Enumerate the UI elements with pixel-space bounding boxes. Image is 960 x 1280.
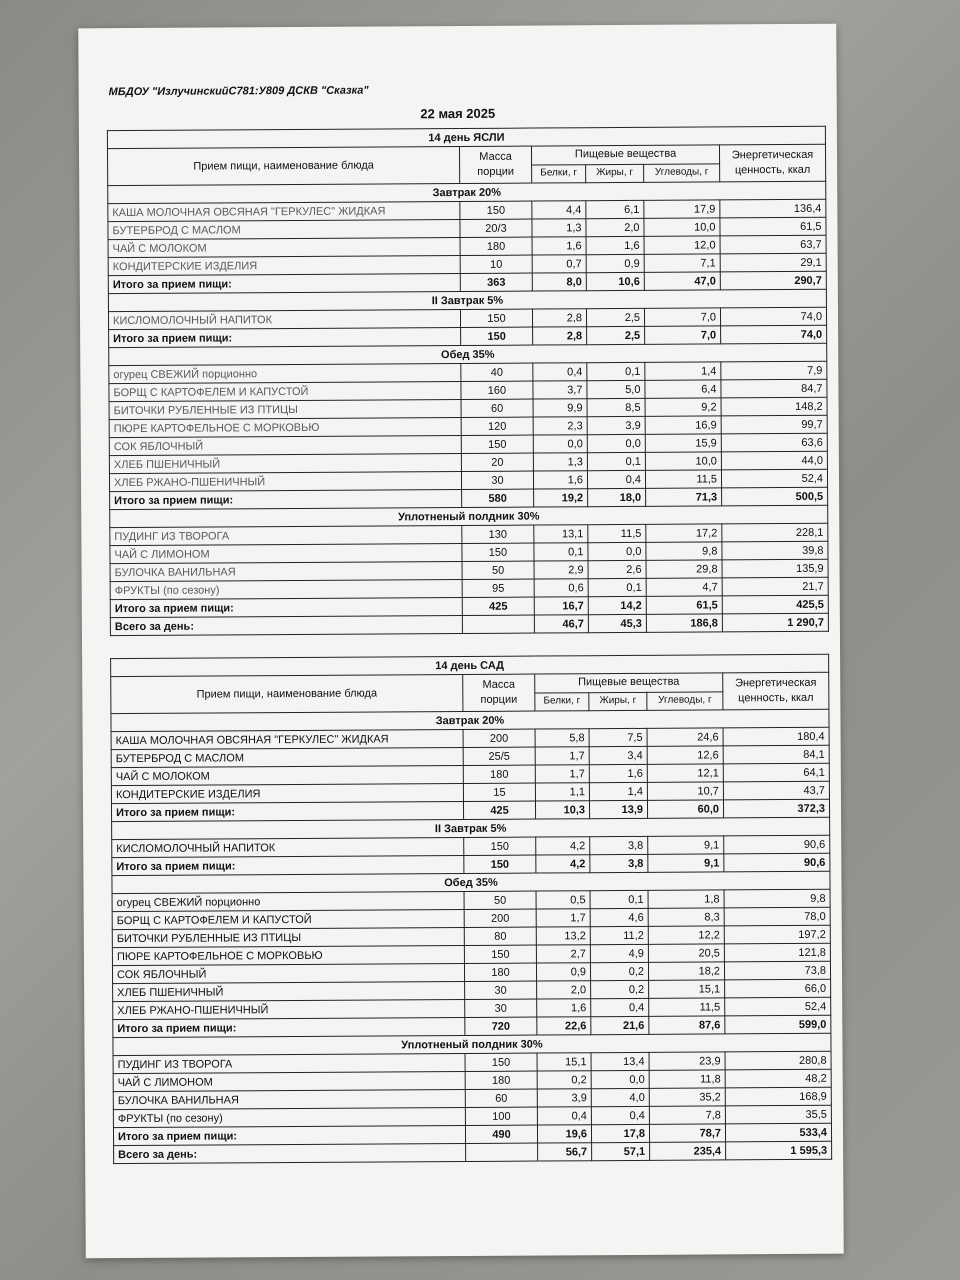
dish-name: СОК ЯБЛОЧНЫЙ (112, 963, 464, 983)
day-total-mass (462, 615, 534, 633)
dish-kcal: 44,0 (721, 451, 827, 470)
dish-carbs: 1,4 (645, 362, 721, 380)
dish-kcal: 135,9 (722, 559, 828, 578)
dish-kcal: 90,6 (724, 835, 830, 854)
dish-mass: 95 (462, 579, 534, 597)
dish-kcal: 66,0 (725, 979, 831, 998)
dish-fat: 6,1 (586, 200, 644, 218)
dish-mass: 150 (461, 435, 533, 453)
dish-fat: 0,4 (587, 470, 645, 488)
dish-mass: 150 (460, 201, 532, 219)
dish-protein: 0,4 (537, 1107, 591, 1125)
dish-mass: 100 (465, 1107, 537, 1125)
meal-total-kcal: 500,5 (722, 487, 828, 506)
dish-name: ПЮРЕ КАРТОФЕЛЬНОЕ С МОРКОВЬЮ (112, 945, 464, 965)
meal-total-carbs: 71,3 (646, 488, 722, 506)
dish-kcal: 35,5 (725, 1105, 831, 1124)
day-total-row (114, 1141, 832, 1163)
day-total-row (110, 613, 828, 635)
dish-mass: 180 (463, 765, 535, 783)
dish-kcal: 63,7 (720, 235, 826, 254)
dish-protein: 3,9 (537, 1089, 591, 1107)
dish-carbs: 11,8 (649, 1070, 725, 1088)
dish-kcal: 136,4 (720, 199, 826, 218)
header-mass: Масса порции (459, 146, 531, 183)
dish-fat: 11,5 (588, 524, 646, 542)
dish-protein: 9,9 (533, 399, 587, 417)
dish-carbs: 24,6 (647, 728, 723, 746)
dish-protein: 1,6 (533, 471, 587, 489)
meal-total-protein: 22,6 (537, 1017, 591, 1035)
dish-fat: 4,0 (591, 1088, 649, 1106)
dish-kcal: 121,8 (724, 943, 830, 962)
dish-kcal: 21,7 (722, 577, 828, 596)
header-energy: Энергетическая ценность, ккал (719, 144, 825, 182)
table-title: 14 день ЯСЛИ (107, 126, 825, 148)
dish-fat: 0,4 (591, 1106, 649, 1124)
dish-mass: 150 (460, 309, 532, 327)
dish-fat: 0,2 (591, 980, 649, 998)
dish-carbs: 11,5 (645, 470, 721, 488)
header-carbs: Углеводы, г (644, 163, 720, 182)
meal-total-carbs: 60,0 (647, 800, 723, 818)
day-total-carbs: 235,4 (650, 1142, 726, 1160)
meal-total-protein: 4,2 (536, 855, 590, 873)
day-total-kcal: 1 595,3 (726, 1141, 832, 1160)
meal-total-carbs: 7,0 (645, 326, 721, 344)
dish-carbs: 7,0 (644, 308, 720, 326)
dish-name: КАША МОЛОЧНАЯ ОВСЯНАЯ "ГЕРКУЛЕС" ЖИДКАЯ (108, 201, 460, 221)
dish-protein: 2,8 (532, 309, 586, 327)
dish-protein: 1,7 (535, 747, 589, 765)
header-energy: Энергетическая ценность, ккал (723, 672, 829, 710)
dish-mass: 150 (462, 543, 534, 561)
meal-total-label: Итого за прием пищи: (112, 855, 464, 875)
institution-name: МБДОУ "ИзлучинскийС781:У809 ДСКВ "Сказка" (108, 84, 369, 99)
meal-total-label: Итого за прием пищи: (108, 273, 460, 293)
menu-date: 22 мая 2025 (420, 105, 496, 122)
dish-name: БИТОЧКИ РУБЛЕННЫЕ ИЗ ПТИЦЫ (112, 927, 464, 947)
dish-fat: 2,5 (586, 308, 644, 326)
meal-total-mass: 363 (460, 273, 532, 291)
day-total-label: Всего за день: (114, 1143, 466, 1163)
dish-protein: 2,0 (537, 981, 591, 999)
day-total-protein: 56,7 (538, 1143, 592, 1161)
dish-mass: 20/3 (460, 219, 532, 237)
dish-name: СОК ЯБЛОЧНЫЙ (109, 435, 461, 455)
dish-carbs: 9,1 (648, 836, 724, 854)
dish-fat: 1,6 (586, 236, 644, 254)
meal-total-mass: 425 (463, 801, 535, 819)
dish-kcal: 180,4 (723, 727, 829, 746)
meal-total-label: Итого за прием пищи: (109, 327, 461, 347)
dish-protein: 2,7 (536, 945, 590, 963)
meal-total-protein: 10,3 (535, 801, 589, 819)
day-total-protein: 46,7 (534, 615, 588, 633)
header-nutrients: Пищевые вещества (535, 673, 723, 693)
meal-total-carbs: 47,0 (644, 272, 720, 290)
dish-name: ФРУКТЫ (по сезону) (113, 1107, 465, 1127)
dish-fat: 3,8 (590, 836, 648, 854)
dish-protein: 5,8 (535, 729, 589, 747)
dish-fat: 4,9 (590, 944, 648, 962)
dish-protein: 0,2 (537, 1071, 591, 1089)
dish-fat: 0,0 (591, 1070, 649, 1088)
dish-name: ЧАЙ С ЛИМОНОМ (110, 543, 462, 563)
header-nutrients: Пищевые вещества (531, 145, 719, 165)
dish-mass: 80 (464, 927, 536, 945)
dish-kcal: 52,4 (725, 997, 831, 1016)
dish-fat: 8,5 (587, 398, 645, 416)
dish-name: ЧАЙ С ЛИМОНОМ (113, 1071, 465, 1091)
dish-fat: 13,4 (591, 1052, 649, 1070)
dish-name: БУЛОЧКА ВАНИЛЬНАЯ (110, 561, 462, 581)
menu-sheet (78, 24, 843, 1259)
dish-name: КАША МОЛОЧНАЯ ОВСЯНАЯ "ГЕРКУЛЕС" ЖИДКАЯ (111, 729, 463, 749)
meal-section-name: Обед 35% (112, 871, 830, 893)
dish-mass: 60 (465, 1089, 537, 1107)
dish-protein: 0,5 (536, 891, 590, 909)
meal-total-kcal: 599,0 (725, 1015, 831, 1034)
dish-mass: 180 (465, 1071, 537, 1089)
dish-fat: 3,4 (589, 746, 647, 764)
dish-name: БОРЩ С КАРТОФЕЛЕМ И КАПУСТОЙ (112, 909, 464, 929)
dish-name: ХЛЕБ ПШЕНИЧНЫЙ (113, 981, 465, 1001)
dish-fat: 1,4 (589, 782, 647, 800)
dish-mass: 130 (462, 525, 534, 543)
dish-protein: 1,3 (533, 453, 587, 471)
meal-total-fat: 21,6 (591, 1016, 649, 1034)
dish-fat: 0,0 (588, 542, 646, 560)
meal-total-mass: 580 (462, 489, 534, 507)
dish-name: ХЛЕБ РЖАНО-ПШЕНИЧНЫЙ (113, 999, 465, 1019)
dish-kcal: 61,5 (720, 217, 826, 236)
meal-section-name: Завтрак 20% (108, 181, 826, 203)
dish-fat: 1,6 (589, 764, 647, 782)
dish-fat: 2,6 (588, 560, 646, 578)
dish-name: ПУДИНГ ИЗ ТВОРОГА (113, 1053, 465, 1073)
dish-fat: 3,9 (587, 416, 645, 434)
meal-total-carbs: 87,6 (649, 1016, 725, 1034)
dish-protein: 0,7 (532, 255, 586, 273)
dish-carbs: 10,7 (647, 782, 723, 800)
meal-total-carbs: 9,1 (648, 854, 724, 872)
dish-fat: 4,6 (590, 908, 648, 926)
meal-section-name: Уплотненый полдник 30% (110, 505, 828, 527)
dish-carbs: 16,9 (645, 416, 721, 434)
dish-mass: 30 (461, 471, 533, 489)
dish-carbs: 12,6 (647, 746, 723, 764)
meal-section-name: Уплотненый полдник 30% (113, 1033, 831, 1055)
dish-name: КОНДИТЕРСКИЕ ИЗДЕЛИЯ (108, 255, 460, 275)
dish-carbs: 12,2 (648, 926, 724, 944)
meal-section-name: II Завтрак 5% (112, 817, 830, 839)
meal-total-mass: 425 (462, 597, 534, 615)
dish-carbs: 18,2 (648, 962, 724, 980)
meal-total-kcal: 90,6 (724, 853, 830, 872)
dish-name: КИСЛОМОЛОЧНЫЙ НАПИТОК (108, 309, 460, 329)
meal-total-label: Итого за прием пищи: (110, 489, 462, 509)
header-fat: Жиры, г (586, 164, 644, 183)
dish-carbs: 7,1 (644, 254, 720, 272)
dish-kcal: 84,7 (721, 379, 827, 398)
dish-mass: 120 (461, 417, 533, 435)
meal-total-fat: 17,8 (591, 1124, 649, 1142)
dish-kcal: 280,8 (725, 1051, 831, 1070)
meal-total-carbs: 61,5 (646, 596, 722, 614)
dish-name: ХЛЕБ РЖАНО-ПШЕНИЧНЫЙ (109, 471, 461, 491)
dish-name: ЧАЙ С МОЛОКОМ (108, 237, 460, 257)
day-total-kcal: 1 290,7 (722, 613, 828, 632)
dish-name: БУТЕРБРОД С МАСЛОМ (108, 219, 460, 239)
dish-mass: 30 (465, 981, 537, 999)
meal-total-fat: 13,9 (589, 800, 647, 818)
dish-protein: 0,6 (534, 579, 588, 597)
dish-mass: 15 (463, 783, 535, 801)
meal-total-fat: 3,8 (590, 854, 648, 872)
dish-carbs: 8,3 (648, 908, 724, 926)
dish-mass: 150 (464, 945, 536, 963)
dish-kcal: 148,2 (721, 397, 827, 416)
dish-protein: 1,3 (532, 219, 586, 237)
meal-total-mass: 720 (465, 1017, 537, 1035)
dish-fat: 0,1 (587, 362, 645, 380)
dish-carbs: 4,7 (646, 578, 722, 596)
meal-total-fat: 14,2 (588, 596, 646, 614)
meal-total-label: Итого за прием пищи: (111, 801, 463, 821)
dish-name: КОНДИТЕРСКИЕ ИЗДЕЛИЯ (111, 783, 463, 803)
dish-kcal: 39,8 (722, 541, 828, 560)
dish-name: ПУДИНГ ИЗ ТВОРОГА (110, 525, 462, 545)
dish-mass: 20 (461, 453, 533, 471)
meal-section-name: Завтрак 20% (111, 709, 829, 731)
header-protein: Белки, г (535, 692, 589, 711)
meal-total-label: Итого за прием пищи: (110, 597, 462, 617)
dish-carbs: 20,5 (648, 944, 724, 962)
dish-fat: 5,0 (587, 380, 645, 398)
dish-name: ЧАЙ С МОЛОКОМ (111, 765, 463, 785)
meal-total-fat: 18,0 (588, 488, 646, 506)
meal-total-protein: 16,7 (534, 597, 588, 615)
dish-kcal: 78,0 (724, 907, 830, 926)
meal-total-protein: 8,0 (532, 273, 586, 291)
meal-total-protein: 2,8 (533, 327, 587, 345)
dish-mass: 30 (465, 999, 537, 1017)
day-total-mass (466, 1143, 538, 1161)
dish-fat: 0,0 (587, 434, 645, 452)
dish-protein: 0,1 (534, 543, 588, 561)
dish-protein: 2,3 (533, 417, 587, 435)
dish-name: ПЮРЕ КАРТОФЕЛЬНОЕ С МОРКОВЬЮ (109, 417, 461, 437)
dish-kcal: 168,9 (725, 1087, 831, 1106)
meal-total-protein: 19,2 (534, 489, 588, 507)
header-mass: Масса порции (463, 674, 535, 711)
dish-mass: 25/5 (463, 747, 535, 765)
dish-fat: 0,2 (590, 962, 648, 980)
meal-total-protein: 19,6 (537, 1125, 591, 1143)
dish-mass: 160 (461, 381, 533, 399)
dish-carbs: 10,0 (644, 218, 720, 236)
dish-mass: 200 (464, 909, 536, 927)
dish-carbs: 1,8 (648, 890, 724, 908)
dish-mass: 40 (461, 363, 533, 381)
dish-kcal: 64,1 (723, 763, 829, 782)
dish-protein: 4,2 (536, 837, 590, 855)
dish-mass: 180 (460, 237, 532, 255)
meal-total-kcal: 372,3 (723, 799, 829, 818)
meal-total-carbs: 78,7 (649, 1124, 725, 1142)
day-total-fat: 57,1 (592, 1142, 650, 1160)
meal-section-name: Обед 35% (109, 343, 827, 365)
dish-mass: 50 (462, 561, 534, 579)
dish-carbs: 9,2 (645, 398, 721, 416)
dish-name: КИСЛОМОЛОЧНЫЙ НАПИТОК (112, 837, 464, 857)
meal-total-label: Итого за прием пищи: (113, 1017, 465, 1037)
dish-kcal: 29,1 (720, 253, 826, 272)
dish-fat: 7,5 (589, 728, 647, 746)
dish-protein: 1,7 (536, 909, 590, 927)
dish-name: БИТОЧКИ РУБЛЕННЫЕ ИЗ ПТИЦЫ (109, 399, 461, 419)
dish-protein: 1,1 (535, 783, 589, 801)
dish-carbs: 17,9 (644, 200, 720, 218)
dish-carbs: 17,2 (646, 524, 722, 542)
dish-carbs: 7,8 (649, 1106, 725, 1124)
meal-section-name: II Завтрак 5% (108, 289, 826, 311)
dish-protein: 13,1 (534, 525, 588, 543)
meal-total-mass: 490 (465, 1125, 537, 1143)
dish-name: ХЛЕБ ПШЕНИЧНЫЙ (109, 453, 461, 473)
dish-fat: 0,1 (587, 452, 645, 470)
meal-total-fat: 10,6 (586, 272, 644, 290)
header-carbs: Углеводы, г (647, 691, 723, 710)
dish-kcal: 99,7 (721, 415, 827, 434)
meal-total-label: Итого за прием пищи: (113, 1125, 465, 1145)
menu-table-kindergarten (110, 654, 832, 1164)
dish-protein: 2,9 (534, 561, 588, 579)
dish-carbs: 6,4 (645, 380, 721, 398)
dish-protein: 1,6 (537, 999, 591, 1017)
dish-carbs: 11,5 (649, 998, 725, 1016)
dish-protein: 0,0 (533, 435, 587, 453)
dish-protein: 13,2 (536, 927, 590, 945)
dish-kcal: 9,8 (724, 889, 830, 908)
dish-carbs: 15,1 (649, 980, 725, 998)
dish-carbs: 10,0 (645, 452, 721, 470)
dish-carbs: 12,1 (647, 764, 723, 782)
dish-name: ФРУКТЫ (по сезону) (110, 579, 462, 599)
dish-kcal: 73,8 (724, 961, 830, 980)
dish-carbs: 12,0 (644, 236, 720, 254)
day-total-carbs: 186,8 (646, 614, 722, 632)
dish-fat: 0,1 (588, 578, 646, 596)
dish-carbs: 35,2 (649, 1088, 725, 1106)
dish-protein: 1,7 (535, 765, 589, 783)
dish-name: огурец СВЕЖИЙ порционно (109, 363, 461, 383)
dish-kcal: 7,9 (721, 361, 827, 380)
dish-mass: 10 (460, 255, 532, 273)
dish-name: БОРЩ С КАРТОФЕЛЕМ И КАПУСТОЙ (109, 381, 461, 401)
meal-total-fat: 2,5 (587, 326, 645, 344)
table-title: 14 день САД (111, 654, 829, 676)
dish-protein: 1,6 (532, 237, 586, 255)
dish-mass: 60 (461, 399, 533, 417)
dish-kcal: 84,1 (723, 745, 829, 764)
dish-mass: 50 (464, 891, 536, 909)
dish-mass: 150 (465, 1053, 537, 1071)
dish-protein: 15,1 (537, 1053, 591, 1071)
dish-name: БУЛОЧКА ВАНИЛЬНАЯ (113, 1089, 465, 1109)
header-protein: Белки, г (532, 164, 586, 183)
dish-kcal: 63,6 (721, 433, 827, 452)
dish-fat: 11,2 (590, 926, 648, 944)
meal-total-kcal: 425,5 (722, 595, 828, 614)
dish-fat: 0,1 (590, 890, 648, 908)
menu-table-nursery (107, 126, 829, 636)
dish-carbs: 9,8 (646, 542, 722, 560)
meal-total-kcal: 74,0 (721, 325, 827, 344)
dish-kcal: 74,0 (720, 307, 826, 326)
day-total-label: Всего за день: (110, 615, 462, 635)
header-dish-name: Прием пищи, наименование блюда (111, 674, 463, 713)
dish-carbs: 15,9 (645, 434, 721, 452)
dish-kcal: 52,4 (721, 469, 827, 488)
dish-kcal: 43,7 (723, 781, 829, 800)
dish-carbs: 29,8 (646, 560, 722, 578)
dish-kcal: 48,2 (725, 1069, 831, 1088)
dish-name: БУТЕРБРОД С МАСЛОМ (111, 747, 463, 767)
dish-protein: 4,4 (532, 201, 586, 219)
dish-fat: 2,0 (586, 218, 644, 236)
dish-protein: 0,4 (533, 363, 587, 381)
dish-kcal: 228,1 (722, 523, 828, 542)
dish-carbs: 23,9 (649, 1052, 725, 1070)
day-total-fat: 45,3 (588, 614, 646, 632)
header-dish-name: Прием пищи, наименование блюда (107, 147, 459, 186)
dish-protein: 3,7 (533, 381, 587, 399)
dish-name: огурец СВЕЖИЙ порционно (112, 891, 464, 911)
meal-total-mass: 150 (461, 327, 533, 345)
dish-mass: 180 (464, 963, 536, 981)
dish-fat: 0,4 (591, 998, 649, 1016)
dish-protein: 0,9 (536, 963, 590, 981)
dish-kcal: 197,2 (724, 925, 830, 944)
dish-fat: 0,9 (586, 254, 644, 272)
meal-total-kcal: 290,7 (720, 271, 826, 290)
dish-mass: 150 (464, 837, 536, 855)
meal-total-mass: 150 (464, 855, 536, 873)
header-fat: Жиры, г (589, 692, 647, 711)
dish-mass: 200 (463, 729, 535, 747)
meal-total-kcal: 533,4 (725, 1123, 831, 1142)
